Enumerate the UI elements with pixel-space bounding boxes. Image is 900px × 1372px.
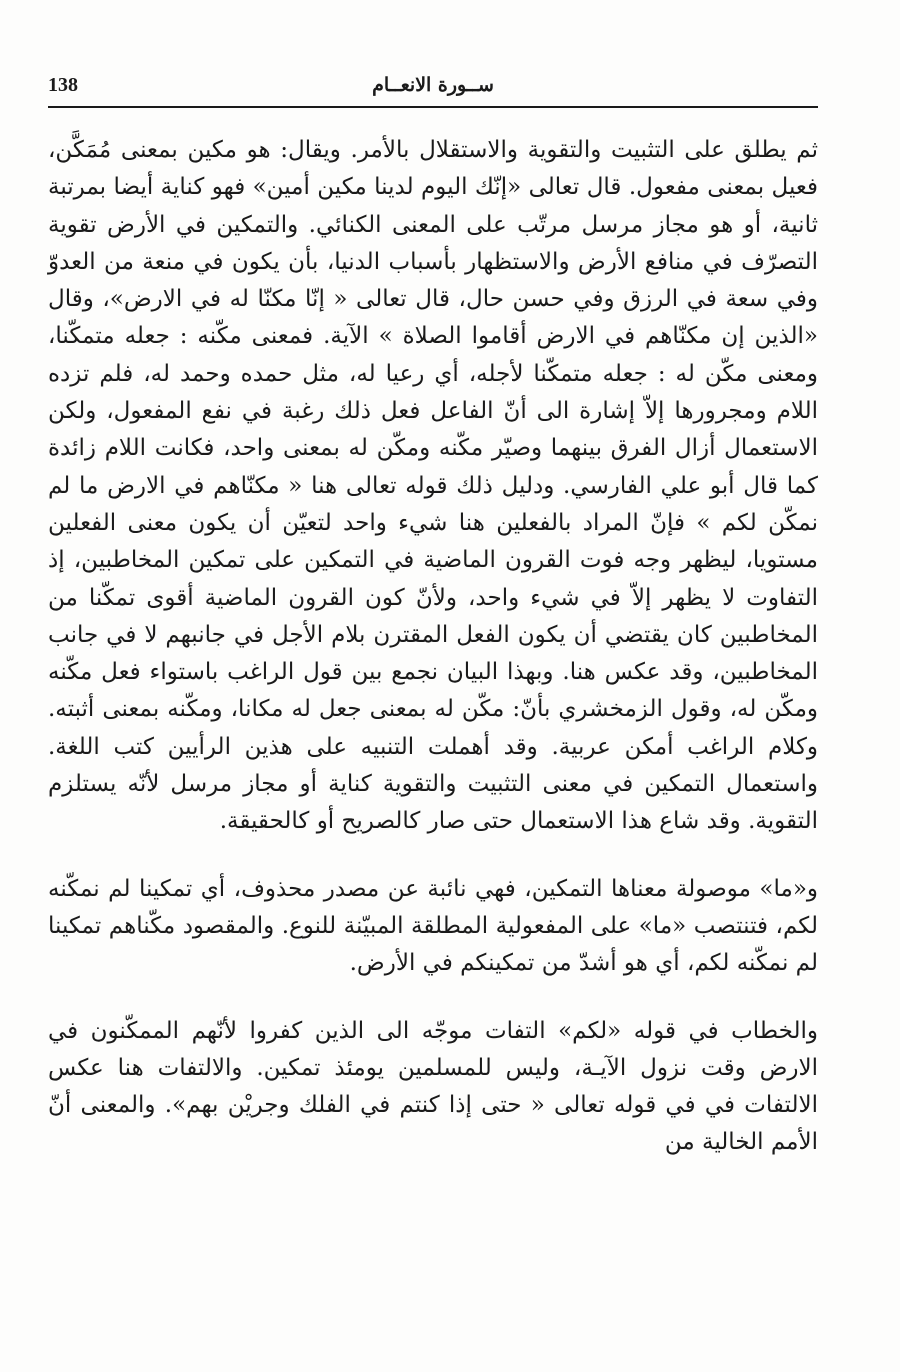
paragraph-2: و«ما» موصولة معناها التمكين، فهي نائبة عن مصدر محذوف، أي تمكينا لم نمكّنه لكم، فتنتصب «ما» على المفعولية المطلقة المبيّنة للنوع. والمقصود مكّناهم تمكينا لم نمكّنه لكم، أي هو أشدّ من تمكينكم في الأرض. bbox=[48, 875, 818, 977]
header-rule bbox=[48, 106, 818, 108]
body-text bbox=[48, 132, 818, 1162]
paragraph-1: ثم يطلق على التثبيت والتقوية والاستقلال بالأمر. ويقال: هو مكين بمعنى مُمَكَّن، فعيل بمعنى مفعول. قال تعالى «إنّك اليوم لدينا مكين أمين» فهو كناية أيضا بمرتبة ثانية، أو هو مجاز مرسل مرتّب على المعنى الكنائي. والتمكين في الأرض تقوية التصرّف في منافع الأرض والاستظهار بأسباب الدنيا، بأن يكون في منعة من العدوّ وفي سعة في الرزق وفي حسن حال، قال تعالى « إنّا مكنّا له في الارض»، وقال «الذين إن مكنّاهم في الارض أقاموا الصلاة » الآية. فمعنى مكّنه : جعله متمكّنا، ومعنى مكّن له : جعله متمكّنا لأجله، أي رعيا له، مثل حمده وحمد له، فلم تزده اللام ومجرورها إلاّ إشارة الى أنّ الفاعل فعل ذلك رغبة في نفع المفعول، ولكن الاستعمال أزال الفرق بينهما وصيّر مكّنه ومكّن له بمعنى واحد، فكانت اللام زائدة كما قال أبو علي الفارسي. ودليل ذلك قوله تعالى هنا « مكنّاهم في الارض ما لم نمكّن لكم » فإنّ المراد بالفعلين هنا شيء واحد لتعيّن أن يكون معنى الفعلين مستويا، ليظهر وجه فوت القرون الماضية في التمكين على تمكين المخاطبين، إذ التفاوت لا يظهر إلاّ في شيء واحد، ولأنّ كون القرون الماضية أقوى تمكّنا من المخاطبين كان يقتضي أن يكون الفعل المقترن بلام الأجل في جانبهم لا في جانب المخاطبين، وقد عكس هنا. وبهذا البيان نجمع بين قول الراغب باستواء فعل مكّنه ومكّن له، وقول الزمخشري بأنّ: مكّن له بمعنى جعل له مكانا، ومكّنه بمعنى أثبته. وكلام الراغب أمكن عربية. وقد أهملت التنبيه على هذين الرأيين كتب اللغة. واستعمال التمكين في معنى التثبيت والتقوية كناية أو مجاز مرسل لأنّه يستلزم التقوية. وقد شاع هذا الاستعمال حتى صار كالصريح أو كالحقيقة. bbox=[48, 137, 818, 835]
page-header bbox=[48, 70, 818, 106]
paragraph-3: والخطاب في قوله «لكم» التفات موجّه الى الذين كفروا لأنّهم الممكّنون في الارض وقت نزول الآيـة، وليس للمسلمين يومئذ تمكين. والالتفات هنا عكس الالتفات في في قوله تعالى « حتى إذا كنتم في الفلك وجريْن بهم». والمعنى أنّ الأمم الخالية من bbox=[48, 1017, 818, 1156]
running-title: ســورة الانعــام bbox=[372, 74, 494, 96]
page-number: 138 bbox=[48, 74, 78, 96]
